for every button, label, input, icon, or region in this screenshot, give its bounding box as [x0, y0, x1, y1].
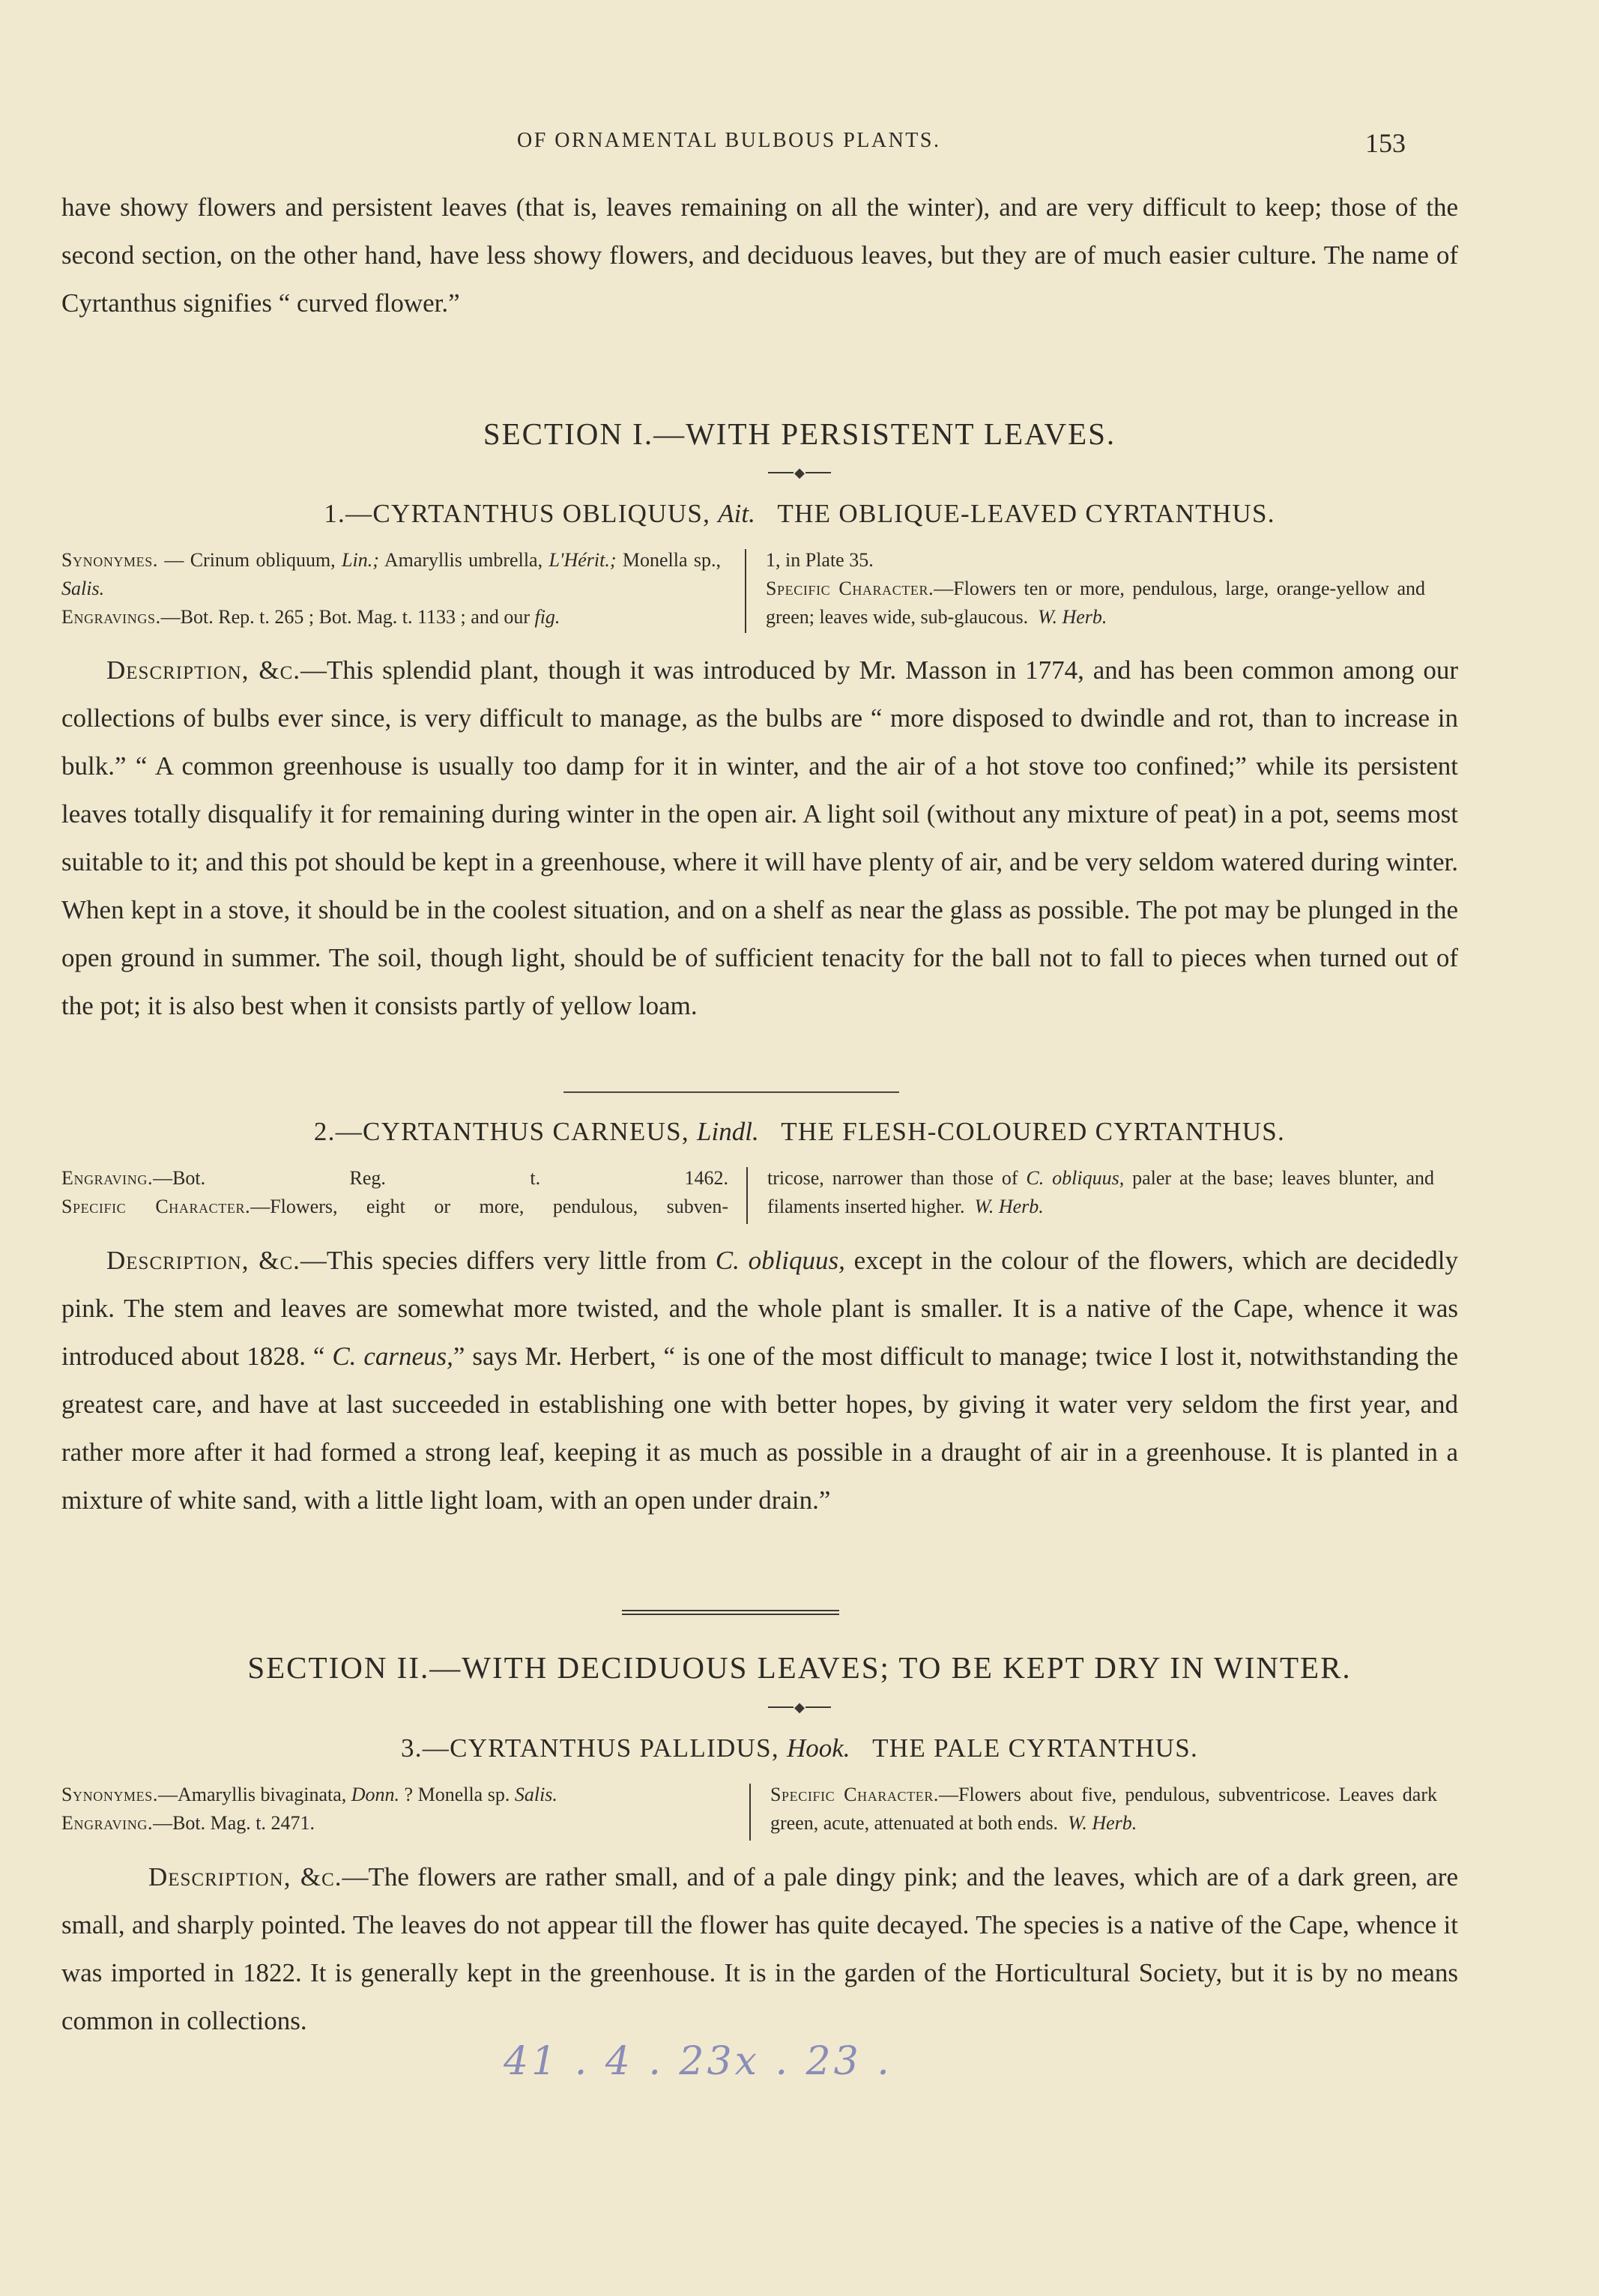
synonym-author: L'Hérit.;: [548, 549, 617, 571]
engravings-text: —Bot. Rep. t. 265 ; Bot. Mag. t. 1133 ; and our: [160, 606, 535, 628]
description-text: —This species differs very little from: [300, 1246, 716, 1275]
species-3-number: 3.—CYRTANTHUS PALLIDUS,: [400, 1733, 779, 1763]
synonym-text: Monella sp.,: [616, 549, 722, 571]
species-3-description: [61, 1853, 1458, 2045]
species-reference: C. carneus,: [332, 1342, 453, 1371]
species-2-description: [61, 1237, 1458, 1524]
engraving-text: —Bot. Reg. t. 1462.: [153, 1167, 728, 1189]
specific-character-text: paler at the base; leaves blunter, and filaments inserted higher.: [767, 1167, 1434, 1217]
specific-character-author: W. Herb.: [974, 1196, 1044, 1217]
synonym-text: —Amaryllis bivaginata,: [157, 1784, 351, 1805]
species-1-number: 1.—CYRTANTHUS OBLIQUUS,: [324, 499, 711, 528]
species-1-author: Ait.: [718, 499, 755, 528]
specific-character-text: —Flowers, eight or more, pendulous, subven-: [250, 1196, 728, 1217]
section-1-heading: SECTION I.—WITH PERSISTENT LEAVES.: [483, 417, 1116, 451]
species-1-description: [61, 646, 1458, 1030]
engraving-label: Engraving.: [61, 1812, 154, 1834]
synonym-text: ? Monella sp.: [399, 1784, 515, 1805]
column-divider: [749, 1784, 751, 1841]
intro-paragraph: have showy flowers and persistent leaves (that is, leaves remaining on all the winter), and are very difficult to keep; those of the second section, on the other hand, have less showy flowers, and deciduous leaves, but they are of much easier culture. The name of Cyrtanthus signifies “ curved flower.”: [61, 193, 1458, 318]
specific-character-label: Specific Character.: [770, 1784, 940, 1805]
section-2-ornament: ◆: [0, 1701, 1599, 1713]
species-3-heading: [0, 1733, 1599, 1763]
specific-character-text: tricose, narrower than those of: [767, 1167, 1027, 1189]
description-label: Description, &c.: [148, 1862, 342, 1891]
species-2-number: 2.—CYRTANTHUS CARNEUS,: [313, 1117, 689, 1146]
species-reference: C. obliquus,: [715, 1246, 845, 1275]
specific-character-author: W. Herb.: [1068, 1812, 1137, 1834]
species-2-common-name: THE FLESH-COLOURED CYRTANTHUS.: [781, 1117, 1286, 1146]
engravings-fig: fig.: [534, 606, 560, 628]
section-2-heading: SECTION II.—WITH DECIDUOUS LEAVES; TO BE KEPT DRY IN WINTER.: [247, 1650, 1352, 1685]
description-text: —This splendid plant, though it was introduced by Mr. Masson in 1774, and has been common among our collections of bulbs ever since, is very difficult to manage, as the bulbs are “ more disposed to dwindle and rot, than to increase in bulk.” “ A common greenhouse is usually too damp for it in winter, and the air of a hot stove too confined;” while its persistent leaves totally disqualify it for remaining during winter in the open air. A light soil (without any mixture of peat) in a pot, seems most suitable to it; and this pot should be kept in a greenhouse, where it will have plenty of air, and be very seldom watered during winter. When kept in a stove, it should be in the coolest situation, and on a shelf as near the glass as possible. The pot may be plunged in the open ground in summer. The soil, though light, should be of sufficient tenacity for the ball not to fall to pieces when turned out of the pot; it is also best when it consists partly of yellow loam.: [61, 655, 1458, 1020]
description-label: Description, &c.: [106, 655, 301, 685]
species-2-author: Lindl.: [697, 1117, 759, 1146]
species-1-common-name: THE OBLIQUE-LEAVED CYRTANTHUS.: [777, 499, 1275, 528]
synonym-text: Amaryllis umbrella,: [378, 549, 549, 571]
description-label: Description, &c.: [106, 1246, 300, 1275]
synonym-author: Lin.;: [342, 549, 379, 571]
description-text: —The flowers are rather small, and of a pale dingy pink; and the leaves, which are of a dark green, are small, and sharply pointed. The leaves do not appear till the flower has quite decayed. The species is a native of the Cape, whence it was imported in 1822. It is generally kept in the greenhouse. It is in the garden of the Horticultural Society, but it is by no means common in collections.: [61, 1862, 1458, 2035]
species-3-right-column: [770, 1781, 1437, 1838]
specific-character-label: Specific Character.: [61, 1196, 251, 1217]
synonymes-label: Synonymes.: [61, 1784, 158, 1805]
synonym-text: — Crinum obliquum,: [157, 549, 342, 571]
synonym-author: Salis.: [514, 1784, 557, 1805]
column-divider: [745, 549, 746, 633]
specific-character-author: W. Herb.: [1038, 606, 1107, 628]
species-1-right-column: [766, 546, 1425, 631]
species-2-heading: [0, 1117, 1599, 1147]
page-number: 153: [1365, 128, 1406, 158]
synonym-author: Donn.: [351, 1784, 400, 1805]
description-text: except in the colour of the flowers, which are decidedly pink. The stem and leaves are somewhat more twisted, and the whole plant is smaller. It is a native of the Cape, whence it was introduced about 1828. “: [61, 1246, 1459, 1371]
specific-character-label: Specific Character.: [766, 578, 934, 599]
species-3-author: Hook.: [787, 1733, 850, 1763]
running-title: OF ORNAMENTAL BULBOUS PLANTS.: [517, 129, 941, 152]
section-1-ornament: ◆: [0, 467, 1599, 479]
specific-character-text: —Flowers about five, pendulous, subventricose. Leaves dark green, acute, attenuated at both ends.: [770, 1784, 1437, 1834]
specific-character-text: —Flowers ten or more, pendulous, large, orange-yellow and green; leaves wide, sub-glaucous.: [766, 578, 1425, 628]
engraving-text: —Bot. Mag. t. 2471.: [153, 1812, 315, 1834]
double-divider-rule: [622, 1610, 839, 1615]
species-2-left-column: [61, 1164, 728, 1221]
engraving-label: Engraving.: [61, 1167, 154, 1189]
synonymes-label: Synonymes.: [61, 549, 158, 571]
description-text: ” says Mr. Herbert, “ is one of the most difficult to manage; twice I lost it, notwithstanding the greatest care, and have at last succeeded in establishing one with better hopes, by giving it water very seldom the first year, and rather more after it had formed a strong leaf, keeping it as much as possible in a draught of air in a greenhouse. It is planted in a mixture of white sand, with a little light loam, with an open under drain.”: [61, 1342, 1458, 1515]
handwritten-annotation: 41 . 4 . 23x . 23 .: [504, 2039, 892, 2084]
species-reference: C. obliquus,: [1026, 1167, 1125, 1189]
species-1-heading: [0, 499, 1599, 529]
species-3-common-name: THE PALE CYRTANTHUS.: [872, 1733, 1199, 1763]
species-2-right-column: [767, 1164, 1434, 1221]
synonym-author: Salis.: [61, 578, 105, 599]
column-divider: [746, 1167, 748, 1224]
divider-rule: [563, 1091, 899, 1093]
species-1-left-column: [61, 546, 721, 631]
engravings-label: Engravings.: [61, 606, 161, 628]
species-3-left-column: [61, 1781, 736, 1838]
plate-reference: 1, in Plate 35.: [766, 549, 874, 571]
